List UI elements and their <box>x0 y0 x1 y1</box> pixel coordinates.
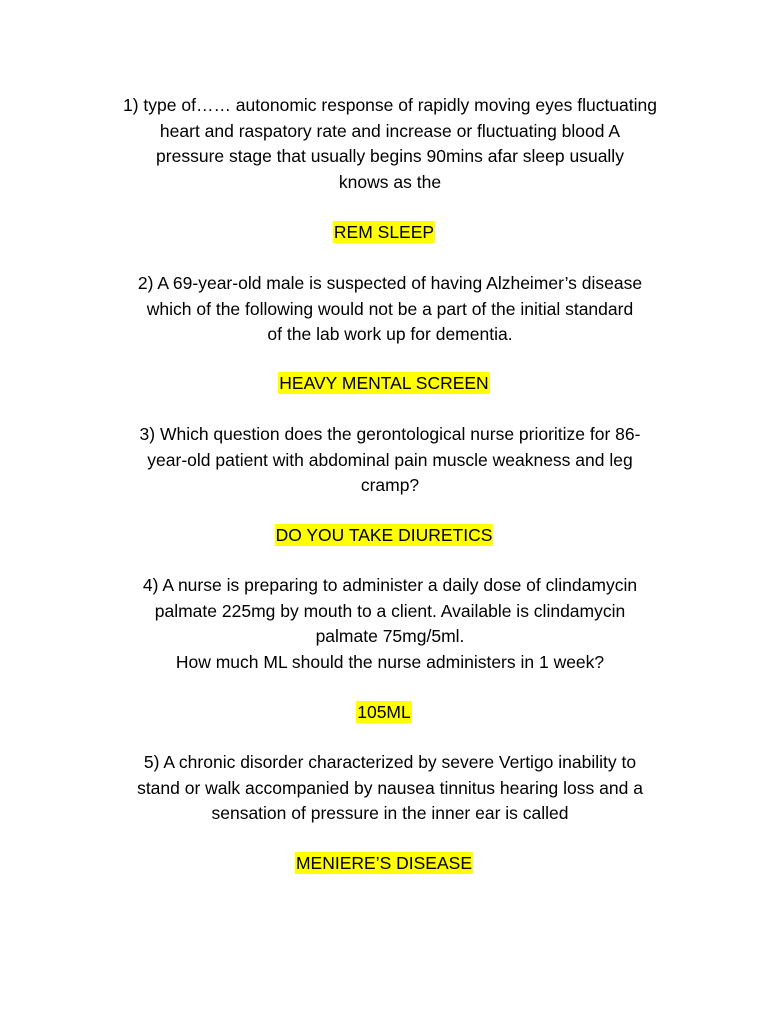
question-1-line-1: 1) type of…… autonomic response of rapidly moving eyes fluctuating <box>122 95 658 115</box>
answer-5-highlight: MENIERE’S DISEASE <box>295 853 473 873</box>
question-4 <box>90 573 690 675</box>
question-1-line-3: pressure stage that usually begins 90mins afar sleep usually <box>156 146 624 166</box>
question-1-line-4: knows as the <box>338 171 442 192</box>
question-5 <box>90 750 690 827</box>
question-5-line-1: 5) A chronic disorder characterized by severe Vertigo inability to <box>143 752 637 772</box>
question-2 <box>90 271 690 348</box>
question-3-line-1: 3) Which question does the gerontological nurse prioritize for 86- <box>139 424 641 444</box>
answer-4 <box>0 700 768 725</box>
answer-4-highlight: 105ML <box>357 702 411 722</box>
question-3-line-3: cramp? <box>360 475 420 495</box>
question-5-line-2: stand or walk accompanied by nausea tinnitus hearing loss and a <box>137 777 643 798</box>
answer-1 <box>0 220 768 245</box>
question-5-line-3: sensation of pressure in the inner ear is called <box>211 803 569 823</box>
question-2-line-1: 2) A 69-year-old male is suspected of having Alzheimer’s disease <box>137 273 643 293</box>
question-2-line-3: of the lab work up for dementia. <box>267 324 513 344</box>
question-1 <box>90 93 690 195</box>
answer-2-highlight: HEAVY MENTAL SCREEN <box>279 373 489 393</box>
answer-3-highlight: DO YOU TAKE DIURETICS <box>275 525 493 545</box>
answer-3 <box>0 523 768 548</box>
question-4-line-1: 4) A nurse is preparing to administer a daily dose of clindamycin <box>142 575 638 595</box>
answer-2 <box>0 371 768 396</box>
question-4-line-3: palmate 75mg/5ml. <box>315 626 465 646</box>
question-4-line-2: palmate 225mg by mouth to a client. Available is clindamycin <box>154 600 626 621</box>
question-3 <box>90 422 690 499</box>
answer-5 <box>0 851 768 876</box>
question-3-line-2: year-old patient with abdominal pain muscle weakness and leg <box>147 449 633 470</box>
answer-1-highlight: REM SLEEP <box>333 222 435 242</box>
question-1-line-2: heart and raspatory rate and increase or fluctuating blood A <box>159 120 621 141</box>
question-2-line-2: which of the following would not be a part of the initial standard <box>146 298 634 319</box>
question-4-line-4: How much ML should the nurse administers in 1 week? <box>175 651 605 672</box>
